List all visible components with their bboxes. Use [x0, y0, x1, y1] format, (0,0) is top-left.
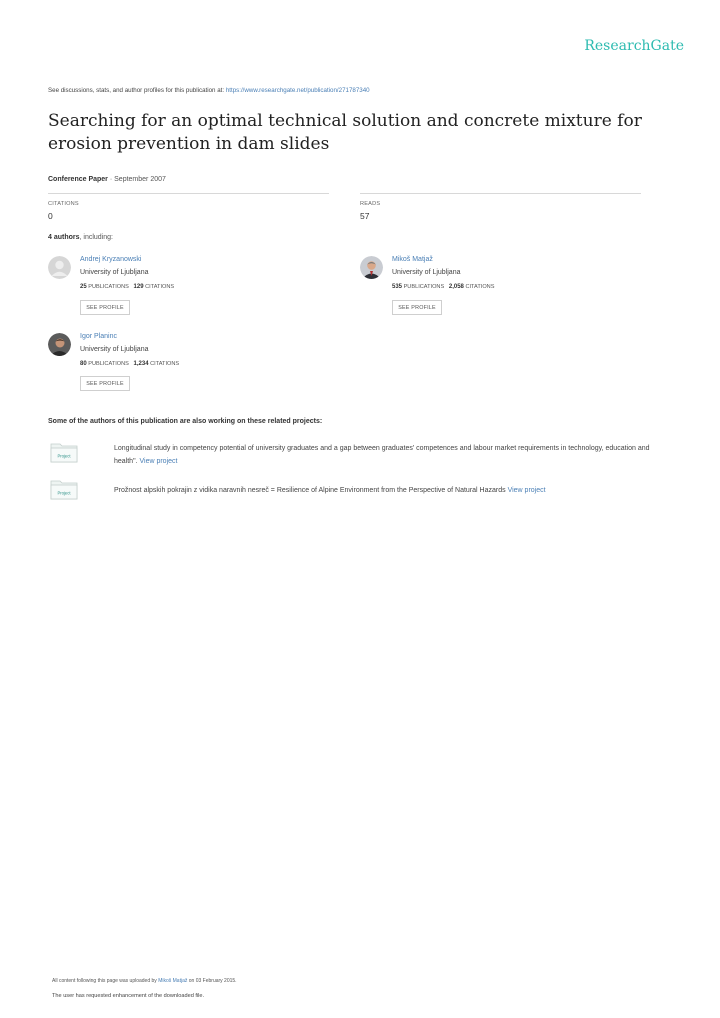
author-citations-count: 2,058: [448, 284, 464, 290]
project-folder-icon[interactable]: [50, 441, 78, 463]
view-project-link[interactable]: View project: [507, 487, 546, 494]
see-profile-button[interactable]: SEE PROFILE: [80, 300, 130, 315]
author-citations-count: 129: [133, 284, 144, 290]
discussions-text: See discussions, stats, and author profiles for this publication at:: [48, 87, 226, 94]
enhancement-note: The user has requested enhancement of the downloaded file.: [52, 993, 205, 999]
publication-type-line: [48, 176, 166, 183]
authors-suffix: , including:: [79, 234, 113, 241]
author-affiliation: University of Ljubljana: [80, 269, 149, 276]
project-icon-label: Project: [57, 490, 71, 496]
project-text: Prožnost alpskih pokrajin z vidika naravnih nesreč = Resilience of Alpine Environment from the Perspective of Natural Hazards: [114, 487, 506, 494]
publication-type: Conference Paper: [48, 176, 108, 183]
view-project-link[interactable]: View project: [139, 458, 178, 465]
author-avatar-placeholder-icon[interactable]: [48, 256, 71, 279]
author-stats: [80, 361, 179, 367]
author-publications-count: 535: [392, 284, 403, 290]
citations-divider: [48, 193, 329, 194]
reads-divider: [360, 193, 641, 194]
project-description: [114, 442, 674, 468]
author-affiliation: University of Ljubljana: [80, 346, 149, 353]
citations-value: 0: [48, 211, 53, 221]
author-citations-label: CITATIONS: [145, 284, 175, 290]
uploader-link[interactable]: Mikoš Matjaž: [158, 978, 188, 984]
upload-prefix: All content following this page was uploaded by: [52, 978, 159, 984]
author-publications-count: 80: [80, 361, 87, 367]
project-folder-icon[interactable]: [50, 478, 78, 500]
author-publications-label: PUBLICATIONS: [403, 284, 445, 290]
author-photo-icon[interactable]: [360, 256, 383, 279]
researchgate-logo[interactable]: ResearchGate: [584, 38, 684, 54]
author-name-link[interactable]: Igor Planinc: [80, 333, 117, 340]
citations-label: CITATIONS: [48, 201, 79, 207]
discussions-line: [48, 87, 370, 94]
author-publications-label: PUBLICATIONS: [88, 284, 129, 290]
author-stats: [80, 284, 174, 290]
author-name-link[interactable]: Mikoš Matjaž: [392, 256, 433, 263]
upload-note: [52, 978, 237, 984]
authors-header: [48, 234, 113, 241]
publication-title: Searching for an optimal technical solution and concrete mixture for erosion prevention in dam slides: [48, 111, 642, 154]
reads-label: READS: [360, 201, 381, 207]
upload-suffix: on 03 February 2015.: [187, 978, 237, 984]
author-name-link[interactable]: Andrej Kryzanowski: [80, 256, 142, 263]
project-description: [114, 484, 674, 497]
author-publications-label: PUBLICATIONS: [88, 361, 129, 367]
author-citations-count: 1,234: [133, 361, 149, 367]
see-profile-button[interactable]: SEE PROFILE: [80, 376, 130, 391]
related-projects-heading: Some of the authors of this publication are also working on these related projects:: [48, 418, 323, 425]
author-stats: [392, 284, 494, 290]
author-affiliation: University of Ljubljana: [392, 269, 461, 276]
authors-count: 4 authors: [48, 234, 80, 241]
see-profile-button[interactable]: SEE PROFILE: [392, 300, 442, 315]
author-publications-count: 25: [80, 284, 87, 290]
publication-url-link[interactable]: https://www.researchgate.net/publication/271787340: [225, 87, 370, 94]
author-photo-icon[interactable]: [48, 333, 71, 356]
publication-date: · September 2007: [107, 176, 166, 183]
reads-value: 57: [360, 211, 370, 221]
project-icon-label: Project: [57, 453, 71, 459]
author-citations-label: CITATIONS: [150, 361, 180, 367]
author-citations-label: CITATIONS: [465, 284, 495, 290]
project-text: Longitudinal study in competency potential of university graduates and a gap between graduates' competences and labour market requirements in technology, education and health".: [114, 445, 650, 465]
